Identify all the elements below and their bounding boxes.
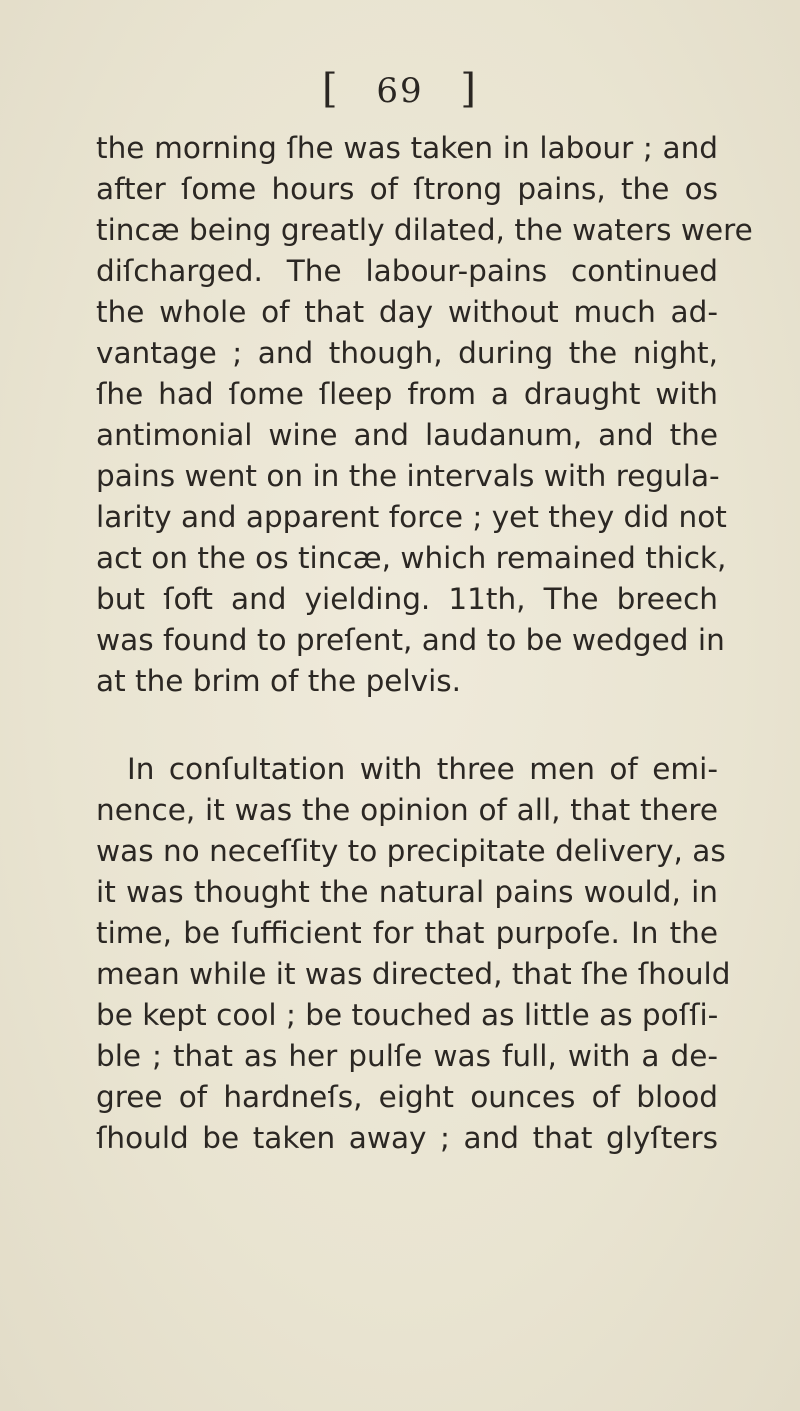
text-line: tincæ being greatly dilated, the waters were — [96, 213, 753, 247]
text-line: act on the os tincæ, which remained thick, — [96, 541, 727, 575]
text-line: diſcharged. The labour-pains continued — [96, 254, 718, 288]
open-bracket: [ — [322, 66, 340, 112]
text-line: In conſultation with three men of emi- — [127, 752, 718, 786]
text-line: gree of hardneſs, eight ounces of blood — [96, 1080, 718, 1114]
text-line: pains went on in the intervals with regula- — [96, 459, 720, 493]
text-line: after ſome hours of ſtrong pains, the os — [96, 172, 718, 206]
text-line: was found to preſent, and to be wedged in — [96, 623, 725, 657]
text-line: be kept cool ; be touched as little as poſſi- — [96, 998, 719, 1032]
close-bracket: ] — [460, 66, 478, 112]
text-line: larity and apparent force ; yet they did not — [96, 500, 727, 534]
text-line: ſhe had ſome ſleep from a draught with — [96, 377, 718, 411]
text-line: it was thought the natural pains would, in — [96, 875, 718, 909]
text-line: but ſoft and yielding. 11th, The breech — [96, 582, 718, 616]
text-line: antimonial wine and laudanum, and the — [96, 418, 718, 452]
text-line: nence, it was the opinion of all, that there — [96, 793, 718, 827]
text-line: the morning ſhe was taken in labour ; and — [96, 131, 718, 165]
text-line: ſhould be taken away ; and that glyſters — [96, 1121, 718, 1155]
page-number: 69 — [376, 71, 424, 111]
text-line: vantage ; and though, during the night, — [96, 336, 718, 370]
page-header — [0, 66, 800, 112]
text-line: at the brim of the pelvis. — [96, 664, 462, 698]
text-line: time, be ſufficient for that purpoſe. In the — [96, 916, 718, 950]
text-line: the whole of that day without much ad- — [96, 295, 718, 329]
text-line: ble ; that as her pulſe was full, with a de- — [96, 1039, 718, 1073]
text-line: mean while it was directed, that ſhe ſhould — [96, 957, 731, 991]
text-line: was no neceſſity to precipitate delivery, as — [96, 834, 726, 868]
